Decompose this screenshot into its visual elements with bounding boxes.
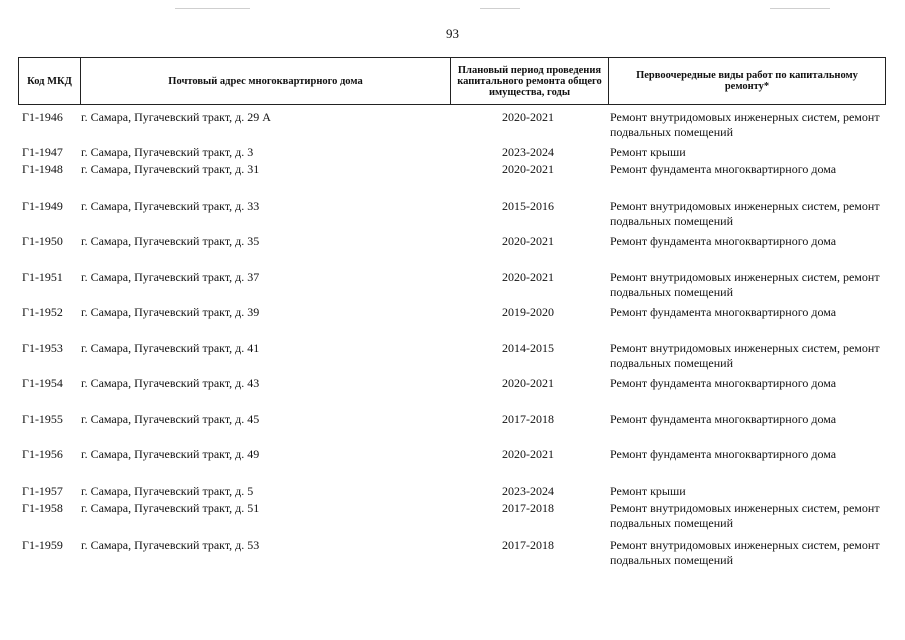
header-period: Плановый период проведения капитального ремонта общего имущества, годы — [450, 58, 608, 104]
cell-address: г. Самара, Пугачевский тракт, д. 53 — [81, 538, 260, 552]
cell-address: г. Самара, Пугачевский тракт, д. 33 — [81, 199, 260, 213]
cell-period: 2017-2018 — [502, 538, 554, 552]
cell-period: 2017-2018 — [502, 412, 554, 426]
cell-works: Ремонт фундамента многоквартирного дома — [610, 376, 837, 390]
cell-works: Ремонт фундамента многоквартирного дома — [610, 412, 837, 426]
cell-period: 2023-2024 — [502, 145, 554, 159]
scan-artifact-line-right — [770, 8, 830, 9]
scan-artifact-line-left — [175, 8, 250, 9]
cell-address: г. Самара, Пугачевский тракт, д. 45 — [81, 412, 260, 426]
cell-period: 2017-2018 — [502, 501, 554, 515]
cell-address: г. Самара, Пугачевский тракт, д. 5 — [81, 484, 254, 498]
cell-works: Ремонт внутридомовых инженерных систем, ремонт подвальных помещений — [610, 538, 880, 567]
cell-period: 2019-2020 — [502, 305, 554, 319]
cell-code: Г1-1948 — [22, 162, 63, 176]
header-works: Первоочередные виды работ по капитальному ремонту* — [608, 58, 886, 104]
cell-code: Г1-1947 — [22, 145, 63, 159]
cell-address: г. Самара, Пугачевский тракт, д. 43 — [81, 376, 260, 390]
cell-code: Г1-1959 — [22, 538, 63, 552]
cell-code: Г1-1953 — [22, 341, 63, 355]
cell-period: 2020-2021 — [502, 447, 554, 461]
header-code: Код МКД — [18, 58, 80, 104]
cell-works: Ремонт фундамента многоквартирного дома — [610, 162, 837, 176]
cell-code: Г1-1952 — [22, 305, 63, 319]
cell-address: г. Самара, Пугачевский тракт, д. 3 — [81, 145, 254, 159]
cell-period: 2020-2021 — [502, 234, 554, 248]
cell-period: 2020-2021 — [502, 162, 554, 176]
cell-code: Г1-1951 — [22, 270, 63, 284]
cell-code: Г1-1946 — [22, 110, 63, 124]
page-number: 93 — [446, 26, 459, 41]
cell-code: Г1-1957 — [22, 484, 63, 498]
cell-works: Ремонт внутридомовых инженерных систем, ремонт подвальных помещений — [610, 501, 880, 530]
cell-works: Ремонт крыши — [610, 145, 686, 159]
cell-address: г. Самара, Пугачевский тракт, д. 39 — [81, 305, 260, 319]
scan-artifact-line-mid — [480, 8, 520, 9]
cell-code: Г1-1950 — [22, 234, 63, 248]
table-header — [18, 57, 886, 105]
cell-period: 2020-2021 — [502, 376, 554, 390]
cell-address: г. Самара, Пугачевский тракт, д. 29 А — [81, 110, 271, 124]
cell-address: г. Самара, Пугачевский тракт, д. 37 — [81, 270, 260, 284]
cell-period: 2014-2015 — [502, 341, 554, 355]
cell-works: Ремонт фундамента многоквартирного дома — [610, 234, 837, 248]
cell-code: Г1-1949 — [22, 199, 63, 213]
cell-code: Г1-1954 — [22, 376, 63, 390]
cell-period: 2015-2016 — [502, 199, 554, 213]
cell-period: 2023-2024 — [502, 484, 554, 498]
header-address: Почтовый адрес многоквартирного дома — [80, 58, 450, 104]
cell-code: Г1-1955 — [22, 412, 63, 426]
cell-works: Ремонт внутридомовых инженерных систем, ремонт подвальных помещений — [610, 341, 880, 370]
cell-address: г. Самара, Пугачевский тракт, д. 51 — [81, 501, 260, 515]
cell-address: г. Самара, Пугачевский тракт, д. 31 — [81, 162, 260, 176]
cell-works: Ремонт внутридомовых инженерных систем, ремонт подвальных помещений — [610, 199, 880, 228]
cell-address: г. Самара, Пугачевский тракт, д. 35 — [81, 234, 260, 248]
cell-address: г. Самара, Пугачевский тракт, д. 41 — [81, 341, 260, 355]
cell-works: Ремонт внутридомовых инженерных систем, ремонт подвальных помещений — [610, 270, 880, 299]
cell-period: 2020-2021 — [502, 110, 554, 124]
cell-works: Ремонт крыши — [610, 484, 686, 498]
repair-schedule-table — [18, 57, 886, 567]
cell-code: Г1-1958 — [22, 501, 63, 515]
cell-period: 2020-2021 — [502, 270, 554, 284]
cell-address: г. Самара, Пугачевский тракт, д. 49 — [81, 447, 260, 461]
cell-code: Г1-1956 — [22, 447, 63, 461]
cell-works: Ремонт фундамента многоквартирного дома — [610, 447, 837, 461]
cell-works: Ремонт внутридомовых инженерных систем, ремонт подвальных помещений — [610, 110, 880, 139]
cell-works: Ремонт фундамента многоквартирного дома — [610, 305, 837, 319]
